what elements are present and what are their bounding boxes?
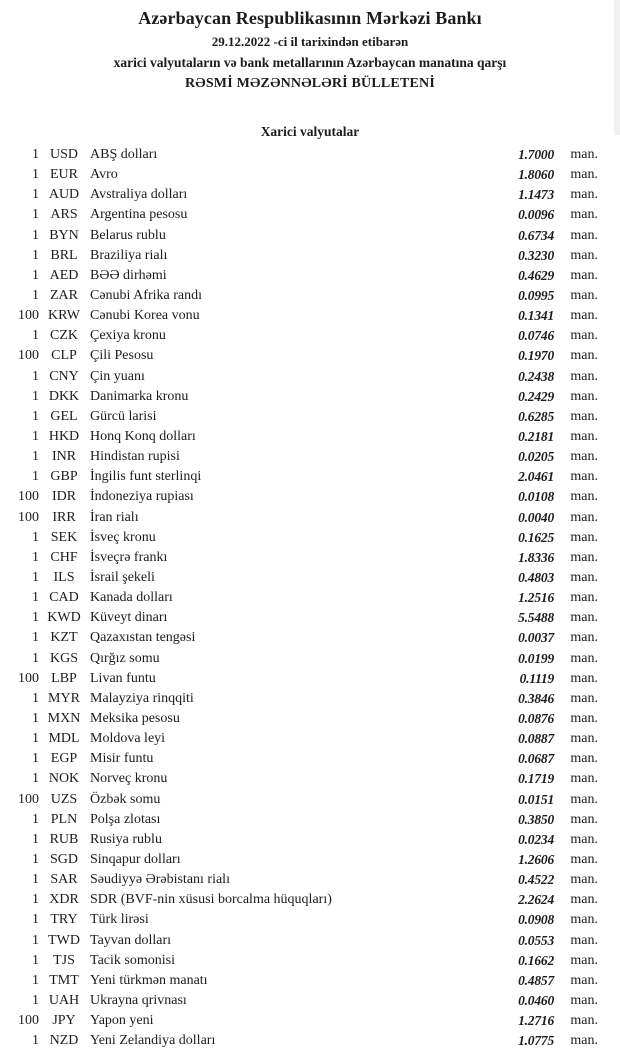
currency-name: Hindistan rupisi [90,449,180,465]
rate-quantity: 1 [32,690,39,706]
rate-unit: man. [570,912,598,928]
rate-quantity: 1 [32,570,39,586]
currency-code: ILS [53,570,75,586]
currency-code: TJS [53,952,75,968]
currency-name: Danimarka kronu [90,388,189,404]
table-row [0,649,598,669]
table-row [0,407,598,427]
currency-name: Sinqapur dolları [90,851,181,867]
currency-code: DKK [48,388,80,404]
currency-name: Qırğız somu [90,650,160,666]
currency-name: Çin yuanı [90,368,145,384]
currency-name: Səudiyyə Ərəbistanı rialı [90,872,230,888]
rate-value: 0.1719 [518,771,554,787]
rate-value: 0.0687 [518,751,554,767]
table-row [0,266,598,286]
currency-code: IRR [52,509,76,525]
table-row [0,427,598,447]
currency-code: CZK [50,328,78,344]
currency-code: CNY [49,368,79,384]
table-row [0,769,598,789]
rate-unit: man. [570,267,598,283]
bank-name-title: Azərbaycan Respublikasının Mərkəzi Bankı [138,8,482,28]
currency-name: İsveç kronu [90,529,156,545]
rate-unit: man. [570,529,598,545]
currency-name: İndoneziya rupiası [90,489,194,505]
table-row [0,185,598,205]
rate-unit: man. [570,368,598,384]
rate-value: 0.2181 [518,429,554,445]
rate-value: 0.1341 [518,308,554,324]
rate-unit: man. [570,711,598,726]
currency-name: Türk lirəsi [90,912,149,928]
rate-value: 0.0151 [518,791,554,807]
currency-code: KZT [50,630,78,646]
rate-value: 0.3846 [518,690,554,706]
currency-code: XDR [49,892,79,908]
table-row [0,669,598,689]
currency-name: Özbək somu [90,791,161,807]
table-row [0,528,598,548]
rate-quantity: 100 [18,348,39,364]
rate-unit: man. [570,187,598,203]
currency-name: İsrail şekeli [90,570,155,586]
rate-unit: man. [570,610,598,626]
rate-value: 0.0876 [518,711,554,726]
currency-name: Honq Konq dolları [90,429,196,445]
rate-quantity: 1 [32,851,39,867]
table-row [0,870,598,890]
rate-quantity: 1 [32,388,39,404]
table-row [0,689,598,709]
currency-code: AUD [48,187,80,203]
currency-name: Braziliya rialı [90,247,168,263]
rate-quantity: 1 [32,811,39,827]
currency-name: Argentina pesosu [90,207,188,223]
rate-value: 0.1970 [518,348,554,364]
currency-code: MXN [47,711,81,726]
rate-unit: man. [570,972,598,988]
table-row [0,951,598,971]
rate-quantity: 1 [32,227,39,243]
rate-value: 0.0096 [518,207,554,223]
rate-unit: man. [570,288,598,304]
rate-unit: man. [570,429,598,445]
rate-unit: man. [570,408,598,424]
currency-name: BƏƏ dirhəmi [90,267,167,283]
rate-unit: man. [570,509,598,525]
currency-code: MYR [48,690,80,706]
currency-name: Avro [90,167,118,183]
rate-unit: man. [570,892,598,908]
table-row [0,205,598,225]
currency-name: Çexiya kronu [90,328,166,344]
currency-code: UAH [48,992,80,1008]
currency-name: SDR (BVF-nin xüsusi borcalma hüquqları) [90,892,332,908]
currency-code: LBP [51,670,77,686]
currency-name: Cənubi Afrika randı [90,288,202,304]
rate-unit: man. [570,328,598,344]
table-row [0,749,598,769]
rate-value: 0.0746 [518,328,554,344]
currency-name: Malayziya rinqqiti [90,690,194,706]
rate-quantity: 1 [32,932,39,948]
currency-name: Tacik somonisi [90,952,175,968]
rate-quantity: 1 [32,650,39,666]
currency-name: İran rialı [90,509,139,525]
rate-value: 1.1473 [518,187,554,203]
rate-value: 1.8336 [518,549,554,565]
currency-name: İsveçrə frankı [90,549,168,565]
currency-code: ZAR [50,288,78,304]
currency-name: Livan funtu [90,670,156,686]
rate-quantity: 1 [32,751,39,767]
currency-code: RUB [49,831,79,847]
rate-value: 0.0553 [518,932,554,948]
rate-quantity: 1 [32,167,39,183]
table-row [0,286,598,306]
rate-value: 0.2438 [518,368,554,384]
currency-code: CHF [50,549,78,565]
rate-unit: man. [570,690,598,706]
table-row [0,608,598,628]
rate-quantity: 1 [32,288,39,304]
rate-quantity: 1 [32,469,39,485]
rate-unit: man. [570,469,598,485]
rate-unit: man. [570,207,598,223]
table-row [0,1031,598,1051]
currency-name: Rusiya rublu [90,831,162,847]
rate-quantity: 1 [32,992,39,1008]
rate-quantity: 1 [32,429,39,445]
rate-quantity: 1 [32,972,39,988]
section-title-foreign-currencies: Xarici valyutalar [260,124,360,139]
currency-name: Cənubi Korea vonu [90,308,200,324]
currency-code: AED [49,267,79,283]
rate-quantity: 100 [18,509,39,525]
table-row [0,709,598,729]
rate-unit: man. [570,811,598,827]
rate-quantity: 1 [32,549,39,565]
rate-value: 0.0037 [518,630,554,646]
currency-name: ABŞ dolları [90,147,158,163]
rate-quantity: 1 [32,590,39,606]
rate-unit: man. [570,670,598,686]
rate-unit: man. [570,147,598,163]
rate-unit: man. [570,1013,598,1029]
rate-value: 1.7000 [518,147,554,163]
effective-date-line: 29.12.2022 -ci il tarixindən etibarən [211,34,409,49]
rate-unit: man. [570,489,598,505]
table-row [0,850,598,870]
rate-unit: man. [570,851,598,867]
currency-code: HKD [48,429,80,445]
rate-value: 0.1119 [519,670,554,686]
currency-code: ARS [50,207,78,223]
table-row [0,568,598,588]
table-row [0,346,598,366]
rate-unit: man. [570,771,598,787]
currency-code: TRY [50,912,78,928]
rate-value: 2.2624 [518,892,554,908]
rate-quantity: 1 [32,630,39,646]
table-row [0,810,598,830]
currency-code: SAR [50,872,78,888]
rate-quantity: 1 [32,368,39,384]
rate-value: 0.4522 [518,872,554,888]
currency-code: KRW [48,308,80,324]
rate-value: 0.2429 [518,388,554,404]
currency-code: BYN [49,227,79,243]
table-row [0,890,598,910]
rate-quantity: 1 [32,912,39,928]
rate-unit: man. [570,308,598,324]
table-row [0,991,598,1011]
rate-quantity: 1 [32,952,39,968]
rate-value: 0.6734 [518,227,554,243]
currency-name: Polşa zlotası [90,811,161,827]
rate-quantity: 1 [32,711,39,726]
currency-code: SEK [50,529,78,545]
currency-name: Misir funtu [90,751,154,767]
rate-unit: man. [570,751,598,767]
rate-value: 0.4803 [518,570,554,586]
table-row [0,930,598,950]
rate-unit: man. [570,388,598,404]
table-row [0,306,598,326]
table-row [0,830,598,850]
currency-code: TMT [49,972,79,988]
rate-value: 1.2516 [518,590,554,606]
table-row [0,971,598,991]
table-row [0,387,598,407]
bulletin-subtitle: xarici valyutaların və bank metallarının Azərbaycan manatına qarşı [113,55,507,70]
currency-code: INR [51,449,77,465]
rate-unit: man. [570,590,598,606]
rate-quantity: 100 [18,308,39,324]
currency-name: Qazaxıstan tengəsi [90,630,196,646]
rate-quantity: 1 [32,872,39,888]
rate-value: 0.0234 [518,831,554,847]
exchange-rates-table [0,145,620,1051]
rate-quantity: 1 [32,1033,39,1049]
rate-unit: man. [570,549,598,565]
rate-value: 1.8060 [518,167,554,183]
currency-name: Ukrayna qrivnası [90,992,187,1008]
currency-code: KGS [49,650,78,666]
bulletin-title: RƏSMİ MƏZƏNNƏLƏRİ BÜLLETENİ [184,76,436,91]
rate-quantity: 1 [32,187,39,203]
table-row [0,145,598,165]
rate-value: 0.6285 [518,408,554,424]
rate-unit: man. [570,791,598,807]
rate-unit: man. [570,731,598,747]
table-row [0,790,598,810]
rate-value: 0.0199 [518,650,554,666]
table-row [0,628,598,648]
rate-value: 0.0205 [518,449,554,465]
currency-name: Yapon yeni [90,1013,154,1029]
rate-value: 0.1625 [518,529,554,545]
rate-unit: man. [570,1033,598,1049]
rate-quantity: 100 [18,489,39,505]
table-row [0,367,598,387]
currency-code: MDL [48,731,80,747]
currency-code: JPY [52,1013,76,1029]
rate-quantity: 1 [32,831,39,847]
table-row [0,588,598,608]
rate-value: 1.2606 [518,851,554,867]
table-row [0,447,598,467]
rate-quantity: 1 [32,247,39,263]
rate-value: 5.5488 [518,610,554,626]
rate-unit: man. [570,650,598,666]
currency-name: Meksika pesosu [90,711,180,726]
table-row [0,246,598,266]
table-row [0,548,598,568]
currency-code: SGD [49,851,78,867]
currency-name: Norveç kronu [90,771,168,787]
rate-value: 0.4857 [518,972,554,988]
rate-value: 0.3850 [518,811,554,827]
currency-code: CAD [49,590,79,606]
currency-name: Küveyt dinarı [90,610,168,626]
rate-quantity: 1 [32,529,39,545]
currency-code: NOK [48,771,80,787]
currency-name: Çili Pesosu [90,348,154,364]
rate-unit: man. [570,831,598,847]
rate-quantity: 1 [32,147,39,163]
rate-quantity: 1 [32,731,39,747]
currency-name: Kanada dolları [90,590,173,606]
table-row [0,467,598,487]
rate-value: 1.2716 [518,1013,554,1029]
rate-unit: man. [570,932,598,948]
rate-value: 0.4629 [518,267,554,283]
rate-value: 1.0775 [518,1033,554,1049]
rate-quantity: 1 [32,892,39,908]
rate-unit: man. [570,167,598,183]
page-edge-shade [614,0,620,135]
rate-value: 0.0887 [518,731,554,747]
rate-unit: man. [570,630,598,646]
table-row [0,487,598,507]
currency-code: NZD [49,1033,79,1049]
rate-quantity: 1 [32,449,39,465]
currency-code: UZS [50,791,78,807]
currency-code: TWD [48,932,80,948]
rate-unit: man. [570,348,598,364]
currency-code: EUR [50,167,78,183]
rate-value: 2.0461 [518,469,554,485]
rate-value: 0.0460 [518,992,554,1008]
table-row [0,508,598,528]
rate-quantity: 1 [32,267,39,283]
currency-name: Moldova leyi [90,731,166,747]
table-row [0,729,598,749]
currency-name: Yeni türkmən manatı [90,972,208,988]
currency-code: CLP [51,348,77,364]
rate-unit: man. [570,570,598,586]
document-header [0,0,620,94]
rate-quantity: 100 [18,791,39,807]
rate-value: 0.3230 [518,247,554,263]
currency-code: KWD [47,610,81,626]
table-row [0,326,598,346]
currency-code: IDR [51,489,77,505]
currency-code: USD [49,147,78,163]
rate-unit: man. [570,227,598,243]
rate-value: 0.0995 [518,288,554,304]
currency-code: GBP [50,469,78,485]
rate-quantity: 1 [32,408,39,424]
currency-name: Tayvan dolları [90,932,172,948]
currency-code: EGP [50,751,78,767]
currency-name: Yeni Zelandiya dolları [90,1033,216,1049]
rate-quantity: 1 [32,771,39,787]
rate-unit: man. [570,992,598,1008]
currency-name: İngilis funt sterlinqi [90,469,202,485]
table-row [0,226,598,246]
rate-value: 0.0108 [518,489,554,505]
currency-code: GEL [50,408,78,424]
rate-unit: man. [570,449,598,465]
rate-quantity: 100 [18,1013,39,1029]
rate-quantity: 1 [32,328,39,344]
currency-name: Belarus rublu [90,227,166,243]
rate-unit: man. [570,247,598,263]
rate-quantity: 1 [32,207,39,223]
table-row [0,165,598,185]
rate-unit: man. [570,872,598,888]
rate-value: 0.0040 [518,509,554,525]
rate-quantity: 1 [32,610,39,626]
currency-name: Gürcü larisi [90,408,157,424]
table-row [0,1011,598,1031]
currency-code: BRL [50,247,78,263]
rate-value: 0.0908 [518,912,554,928]
rate-quantity: 100 [18,670,39,686]
rate-value: 0.1662 [518,952,554,968]
table-row [0,910,598,930]
currency-code: PLN [50,811,78,827]
currency-name: Avstraliya dolları [90,187,188,203]
rate-unit: man. [570,952,598,968]
